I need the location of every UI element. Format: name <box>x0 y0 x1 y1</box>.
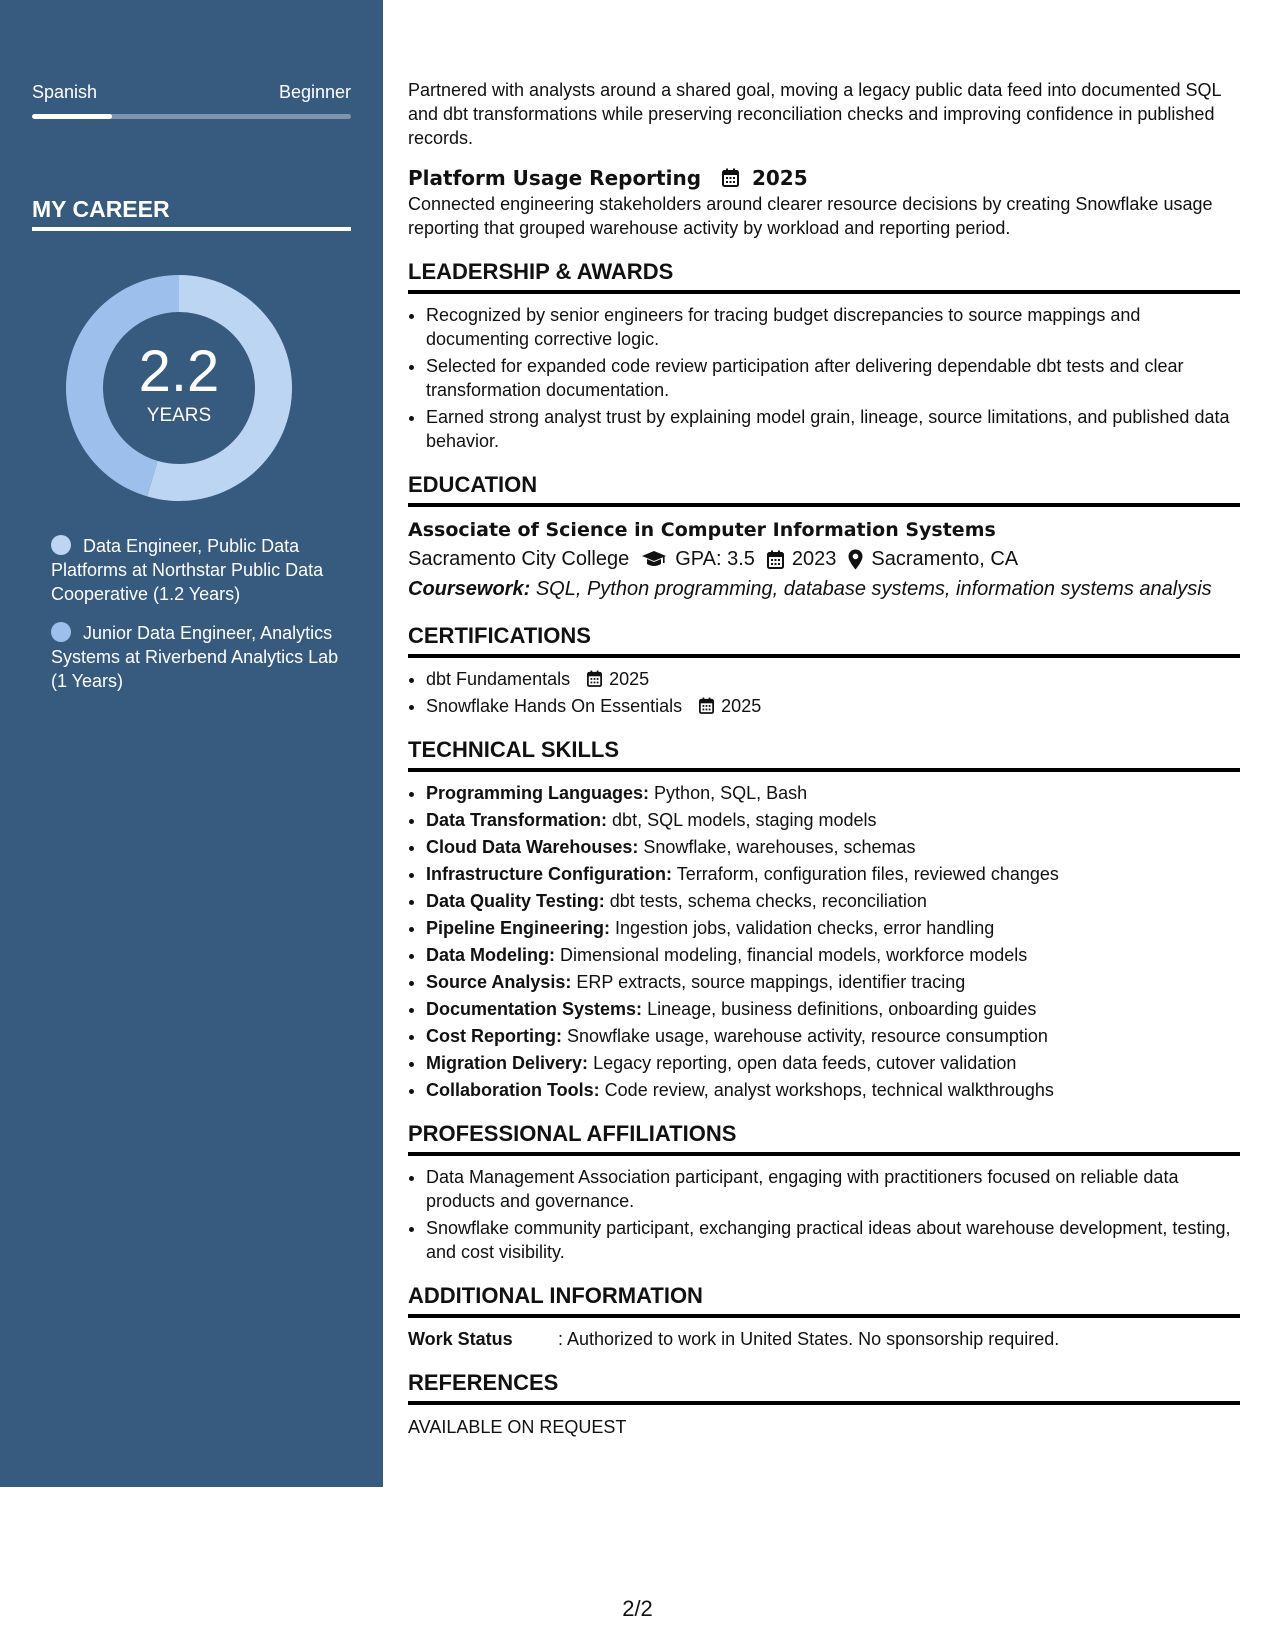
career-item-label: Junior Data Engineer, Analytics Systems at Riverbend Analytics Lab (1 Years) <box>51 623 339 691</box>
skill-category: Cost Reporting: <box>426 1026 562 1046</box>
skill-item <box>426 835 1240 859</box>
skills-list <box>408 781 1240 1102</box>
list-item: • Recognized by senior engineers for tracing budget discrepancies to source mappings and documenting corrective logic. <box>426 303 1240 351</box>
education-section-title: EDUCATION <box>408 471 1240 507</box>
language-name: Spanish <box>32 82 98 102</box>
calendar-icon <box>587 670 602 687</box>
skill-values: dbt, SQL models, staging models <box>612 810 877 830</box>
education-gpa: GPA: 3.5 <box>675 548 755 570</box>
skill-item <box>426 943 1240 967</box>
skill-item <box>426 1051 1240 1075</box>
skill-category: Source Analysis: <box>426 972 572 992</box>
certification-name: Snowflake Hands On Essentials <box>426 696 683 716</box>
skill-category: Programming Languages: <box>426 783 650 803</box>
education-coursework <box>408 574 1240 604</box>
skill-values: Legacy reporting, open data feeds, cutover validation <box>593 1053 1017 1073</box>
calendar-icon <box>722 168 739 187</box>
project-title: Platform Usage Reporting <box>408 166 702 190</box>
project-year: 2025 <box>751 166 808 190</box>
leadership-section-title: LEADERSHIP & AWARDS <box>408 258 1240 294</box>
map-pin-icon <box>848 549 863 570</box>
career-donut-chart <box>66 275 292 501</box>
coursework-text: SQL, Python programming, database systems, information systems analysis <box>535 578 1212 600</box>
skill-values: Lineage, business definitions, onboarding guides <box>647 999 1037 1019</box>
references-text: AVAILABLE ON REQUEST <box>408 1417 627 1437</box>
list-item <box>426 694 1240 718</box>
education-location: Sacramento, CA <box>871 548 1019 570</box>
skill-category: Infrastructure Configuration: <box>426 864 672 884</box>
list-item: • Earned strong analyst trust by explaining model grain, lineage, source limitations, and published data behavior. <box>426 405 1240 453</box>
skill-values: Ingestion jobs, validation checks, error handling <box>615 918 995 938</box>
list-item <box>426 667 1240 691</box>
certification-name: dbt Fundamentals <box>426 669 571 689</box>
references-section-title: REFERENCES <box>408 1369 1240 1405</box>
language-proficiency-fill <box>32 114 112 119</box>
skill-category: Data Quality Testing: <box>426 891 605 911</box>
language-level: Beginner <box>278 82 351 102</box>
work-status-row <box>408 1327 1240 1351</box>
graduation-cap-icon <box>641 549 667 569</box>
skill-item <box>426 808 1240 832</box>
career-total-unit: YEARS <box>146 405 212 426</box>
affiliations-list <box>408 1165 1240 1264</box>
skill-values: Dimensional modeling, financial models, workforce models <box>560 945 1028 965</box>
skill-values: dbt tests, schema checks, reconciliation <box>609 891 927 911</box>
career-item-label: Data Engineer, Public Data Platforms at Northstar Public Data Cooperative (1.2 Years) <box>51 536 324 604</box>
career-total-value: 2.2 <box>138 339 220 404</box>
affiliations-section-title: PROFESSIONAL AFFILIATIONS <box>408 1120 1240 1156</box>
skill-values: Python, SQL, Bash <box>654 783 808 803</box>
skill-category: Migration Delivery: <box>426 1053 589 1073</box>
work-status-value: : Authorized to work in United States. No sponsorship required. <box>558 1329 1060 1349</box>
skill-category: Collaboration Tools: <box>426 1080 600 1100</box>
skill-category: Data Transformation: <box>426 810 608 830</box>
page-number: 2/2 <box>622 1596 653 1621</box>
calendar-icon <box>699 697 714 714</box>
skill-item <box>426 970 1240 994</box>
skill-category: Documentation Systems: <box>426 999 643 1019</box>
skill-values: Snowflake usage, warehouse activity, resource consumption <box>567 1026 1048 1046</box>
skill-item <box>426 781 1240 805</box>
language-row <box>32 82 351 103</box>
certification-year: 2025 <box>609 669 650 689</box>
calendar-icon <box>767 550 784 569</box>
career-item <box>51 621 341 693</box>
skill-values: ERP extracts, source mappings, identifier tracing <box>576 972 966 992</box>
skill-item <box>426 889 1240 913</box>
intro-paragraph: Partnered with analysts around a shared goal, moving a legacy public data feed into documented SQL and dbt transformations while preserving reconciliation checks and improving confidence in published records. <box>408 80 1221 148</box>
skill-category: Pipeline Engineering: <box>426 918 611 938</box>
list-item: • Snowflake community participant, exchanging practical ideas about warehouse development, testing, and cost visibility. <box>426 1216 1240 1264</box>
skill-item <box>426 1078 1240 1102</box>
education-school: Sacramento City College <box>408 548 630 570</box>
education-year: 2023 <box>791 548 837 570</box>
skill-values: Snowflake, warehouses, schemas <box>643 837 916 857</box>
additional-section-title: ADDITIONAL INFORMATION <box>408 1282 1240 1318</box>
education-meta-row <box>408 544 1240 574</box>
skill-item <box>426 1024 1240 1048</box>
leadership-list <box>408 303 1240 453</box>
project-description: Connected engineering stakeholders around clearer resource decisions by creating Snowflake usage reporting that grouped warehouse activity by workload and reporting period. <box>408 194 1213 238</box>
certifications-list <box>408 667 1240 718</box>
skill-item <box>426 862 1240 886</box>
coursework-label: Coursework: <box>408 578 531 600</box>
career-item <box>51 534 341 606</box>
career-list <box>51 534 341 708</box>
list-item: • Selected for expanded code review participation after delivering dependable dbt tests and clear transformation documentation. <box>426 354 1240 402</box>
education-degree: Associate of Science in Computer Information Systems <box>408 519 996 541</box>
skill-item <box>426 916 1240 940</box>
skill-values: Code review, analyst workshops, technical walkthroughs <box>604 1080 1054 1100</box>
career-section-title: MY CAREER <box>32 196 351 231</box>
skill-item <box>426 997 1240 1021</box>
career-dot-icon <box>51 622 71 642</box>
sidebar <box>0 0 383 1487</box>
list-item: • Data Management Association participant, engaging with practitioners focused on reliable data products and governance. <box>426 1165 1240 1213</box>
work-status-label: Work Status <box>408 1329 513 1349</box>
skills-section-title: TECHNICAL SKILLS <box>408 736 1240 772</box>
language-proficiency-bar <box>32 114 351 119</box>
certification-year: 2025 <box>721 696 762 716</box>
certifications-section-title: CERTIFICATIONS <box>408 622 1240 658</box>
donut-center <box>66 275 292 501</box>
project-title-row <box>408 164 1240 192</box>
main-content <box>408 78 1240 1438</box>
skill-category: Cloud Data Warehouses: <box>426 837 639 857</box>
skill-values: Terraform, configuration files, reviewed changes <box>676 864 1059 884</box>
career-dot-icon <box>51 535 71 555</box>
skill-category: Data Modeling: <box>426 945 555 965</box>
